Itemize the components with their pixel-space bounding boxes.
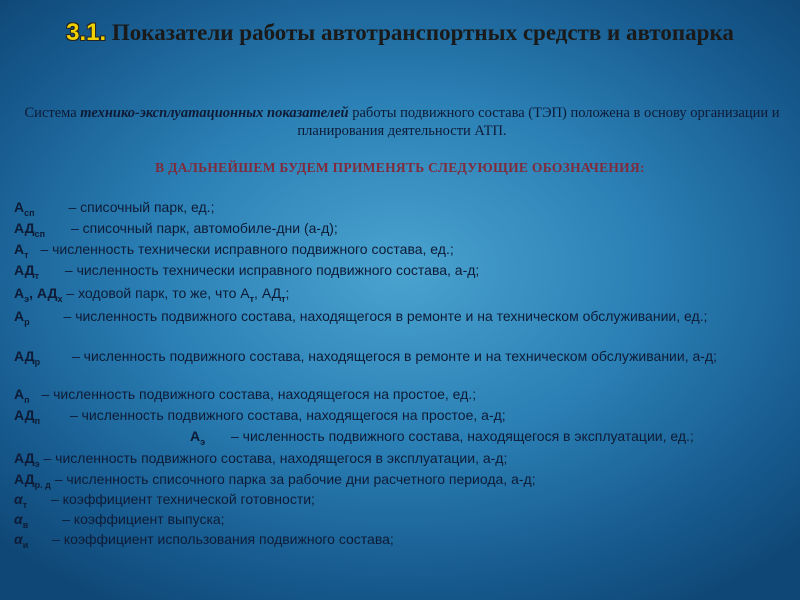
def-symbol: АД	[14, 407, 35, 423]
def-text: – коэффициент выпуска;	[62, 511, 225, 527]
def-subscript: т	[281, 294, 286, 304]
def-text: – ходовой парк, то же, что А	[66, 285, 250, 301]
def-subscript: и	[22, 540, 29, 550]
def-text: – численность подвижного состава, находящегося на простое, ед.;	[41, 386, 477, 402]
def-subscript: э	[24, 294, 30, 304]
def-symbol: α	[14, 531, 23, 547]
def-row	[14, 240, 454, 260]
def-text: ;	[285, 285, 290, 301]
def-symbol: α	[14, 491, 23, 507]
def-symbol: АД	[14, 471, 35, 487]
def-text: – численность подвижного состава, находящегося в эксплуатации, а-д;	[43, 450, 508, 466]
def-text: – численность подвижного состава, находящегося в эксплуатации, ед.;	[231, 428, 694, 444]
def-subscript: р	[34, 357, 41, 367]
def-subscript: р. д	[34, 480, 51, 490]
def-text: – коэффициент использования подвижного состава;	[52, 531, 394, 547]
def-symbol: А	[14, 199, 25, 215]
def-row	[14, 449, 507, 469]
intro-emphasis: технико-эксплуатационных показателей	[80, 105, 349, 121]
def-subscript: в	[22, 520, 29, 530]
def-row	[4, 306, 798, 328]
def-text: – численность технически исправного подвижного состава, ед.;	[40, 241, 454, 257]
def-text: – численность подвижного состава, находящегося на простое, а-д;	[69, 407, 506, 423]
def-row	[14, 219, 338, 239]
def-subscript: э	[200, 437, 206, 447]
def-text: – численность списочного парка за рабочие дни расчетного периода, а-д;	[54, 471, 536, 487]
def-text: – численность подвижного состава, находящегося в ремонте и на техническом обслуживании, ед.;	[63, 308, 708, 324]
intro-after: работы подвижного состава (ТЭП) положена в основу организации и планирования деятельности АТП.	[297, 105, 780, 139]
def-symbol: А	[14, 285, 25, 301]
def-symbol: А	[14, 386, 25, 402]
def-row	[14, 385, 476, 405]
def-row	[14, 198, 214, 218]
def-row	[14, 284, 289, 304]
def-subscript: т	[249, 294, 255, 304]
def-text: – списочный парк, автомобиле-дни (а-д);	[70, 220, 338, 236]
def-subscript: р	[24, 317, 30, 327]
def-symbol: АД	[14, 450, 35, 466]
def-subscript: э	[34, 459, 40, 469]
notation-heading: В ДАЛЬНЕЙШЕМ БУДЕМ ПРИМЕНЯТЬ СЛЕДУЮЩИЕ ОБОЗНАЧЕНИЯ:	[155, 160, 645, 175]
def-text: – коэффициент технической готовности;	[51, 491, 315, 507]
def-subscript: сп	[24, 208, 35, 218]
def-row	[14, 510, 225, 530]
def-subscript: п	[24, 395, 30, 405]
def-subscript: т	[34, 271, 40, 281]
def-text: – численность подвижного состава, находящегося в ремонте и на техническом обслуживании, а-д;	[72, 348, 717, 364]
def-row	[14, 490, 315, 510]
def-symbol: α	[14, 511, 23, 527]
def-subscript: т	[22, 500, 28, 510]
def-row	[14, 261, 479, 281]
def-subscript: х	[57, 294, 63, 304]
def-symbol: А	[14, 241, 25, 257]
def-symbol: АД	[14, 220, 35, 236]
def-row	[14, 530, 394, 550]
def-subscript: п	[34, 416, 41, 426]
def-symbol: АД	[14, 348, 35, 364]
def-row	[4, 346, 798, 368]
def-row	[190, 427, 694, 447]
def-text: , АД	[29, 285, 58, 301]
title-text: Показатели работы автотранспортных средств и автопарка	[111, 20, 734, 45]
def-row	[14, 406, 506, 426]
def-symbol: АД	[14, 262, 35, 278]
def-row	[14, 470, 536, 490]
def-text: – численность технически исправного подвижного состава, а-д;	[64, 262, 480, 278]
def-subscript: сп	[34, 229, 46, 239]
def-text: , АД	[254, 285, 282, 301]
def-text: – списочный парк, ед.;	[68, 199, 215, 215]
slide-title	[20, 18, 780, 48]
def-symbol: А	[190, 428, 201, 444]
def-symbol: А	[14, 308, 25, 324]
section-number: 3.1.	[66, 19, 107, 46]
intro-before: Система	[24, 105, 81, 121]
intro-paragraph	[6, 104, 798, 140]
def-subscript: т	[24, 250, 29, 260]
